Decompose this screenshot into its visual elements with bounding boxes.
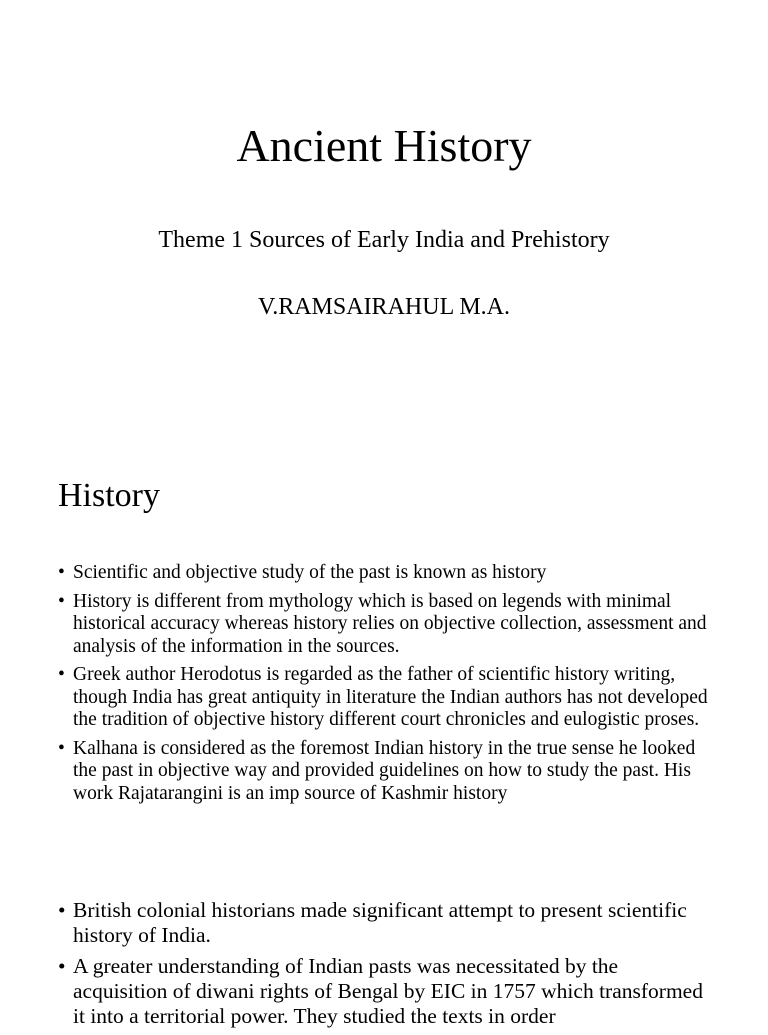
bullet-item: [58, 562, 708, 585]
bullet-icon: •: [58, 737, 65, 759]
bullet-item: [58, 591, 708, 659]
bullet-text: British colonial historians made significant attempt to present scientific history of India.: [73, 898, 687, 947]
bullet-text: Scientific and objective study of the past is known as history: [73, 562, 547, 583]
colonial-history-bullet-list: [58, 898, 708, 1035]
bullet-text: A greater understanding of Indian pasts was necessitated by the acquisition of diwani rights of Bengal by EIC in 1757 which transformed it into a territorial power. They studied the texts in order: [73, 954, 703, 1028]
bullet-icon: •: [58, 590, 65, 612]
slide-title: Ancient History: [236, 120, 532, 171]
bullet-icon: •: [58, 898, 66, 922]
title-slide: [0, 0, 768, 432]
bullet-item: [58, 898, 708, 948]
bullet-item: [58, 664, 708, 732]
history-bullet-list: [58, 562, 708, 811]
slide-subtitle-theme: Theme 1 Sources of Early India and Prehistory: [158, 227, 610, 253]
bullet-item: [58, 738, 708, 806]
bullet-text: Greek author Herodotus is regarded as the father of scientific history writing, though India has great antiquity in literature the Indian authors has not developed the tradition of objective history different court chronicles and eulogistic proses.: [73, 664, 708, 730]
bullet-text: Kalhana is considered as the foremost Indian history in the true sense he looked the past in objective way and provided guidelines on how to study the past. His work Rajatarangini is an imp source of Kashmir history: [73, 737, 696, 804]
bullet-icon: •: [58, 664, 65, 685]
bullet-text: History is different from mythology which is based on legends with minimal historical accuracy whereas history relies on objective collection, assessment and analysis of the information in the sources.: [73, 590, 707, 657]
bullet-icon: •: [58, 562, 65, 583]
bullet-icon: •: [58, 954, 66, 978]
history-heading: History: [58, 477, 160, 514]
bullet-item: [58, 954, 708, 1029]
slide-author: V.RAMSAIRAHUL M.A.: [257, 294, 511, 320]
